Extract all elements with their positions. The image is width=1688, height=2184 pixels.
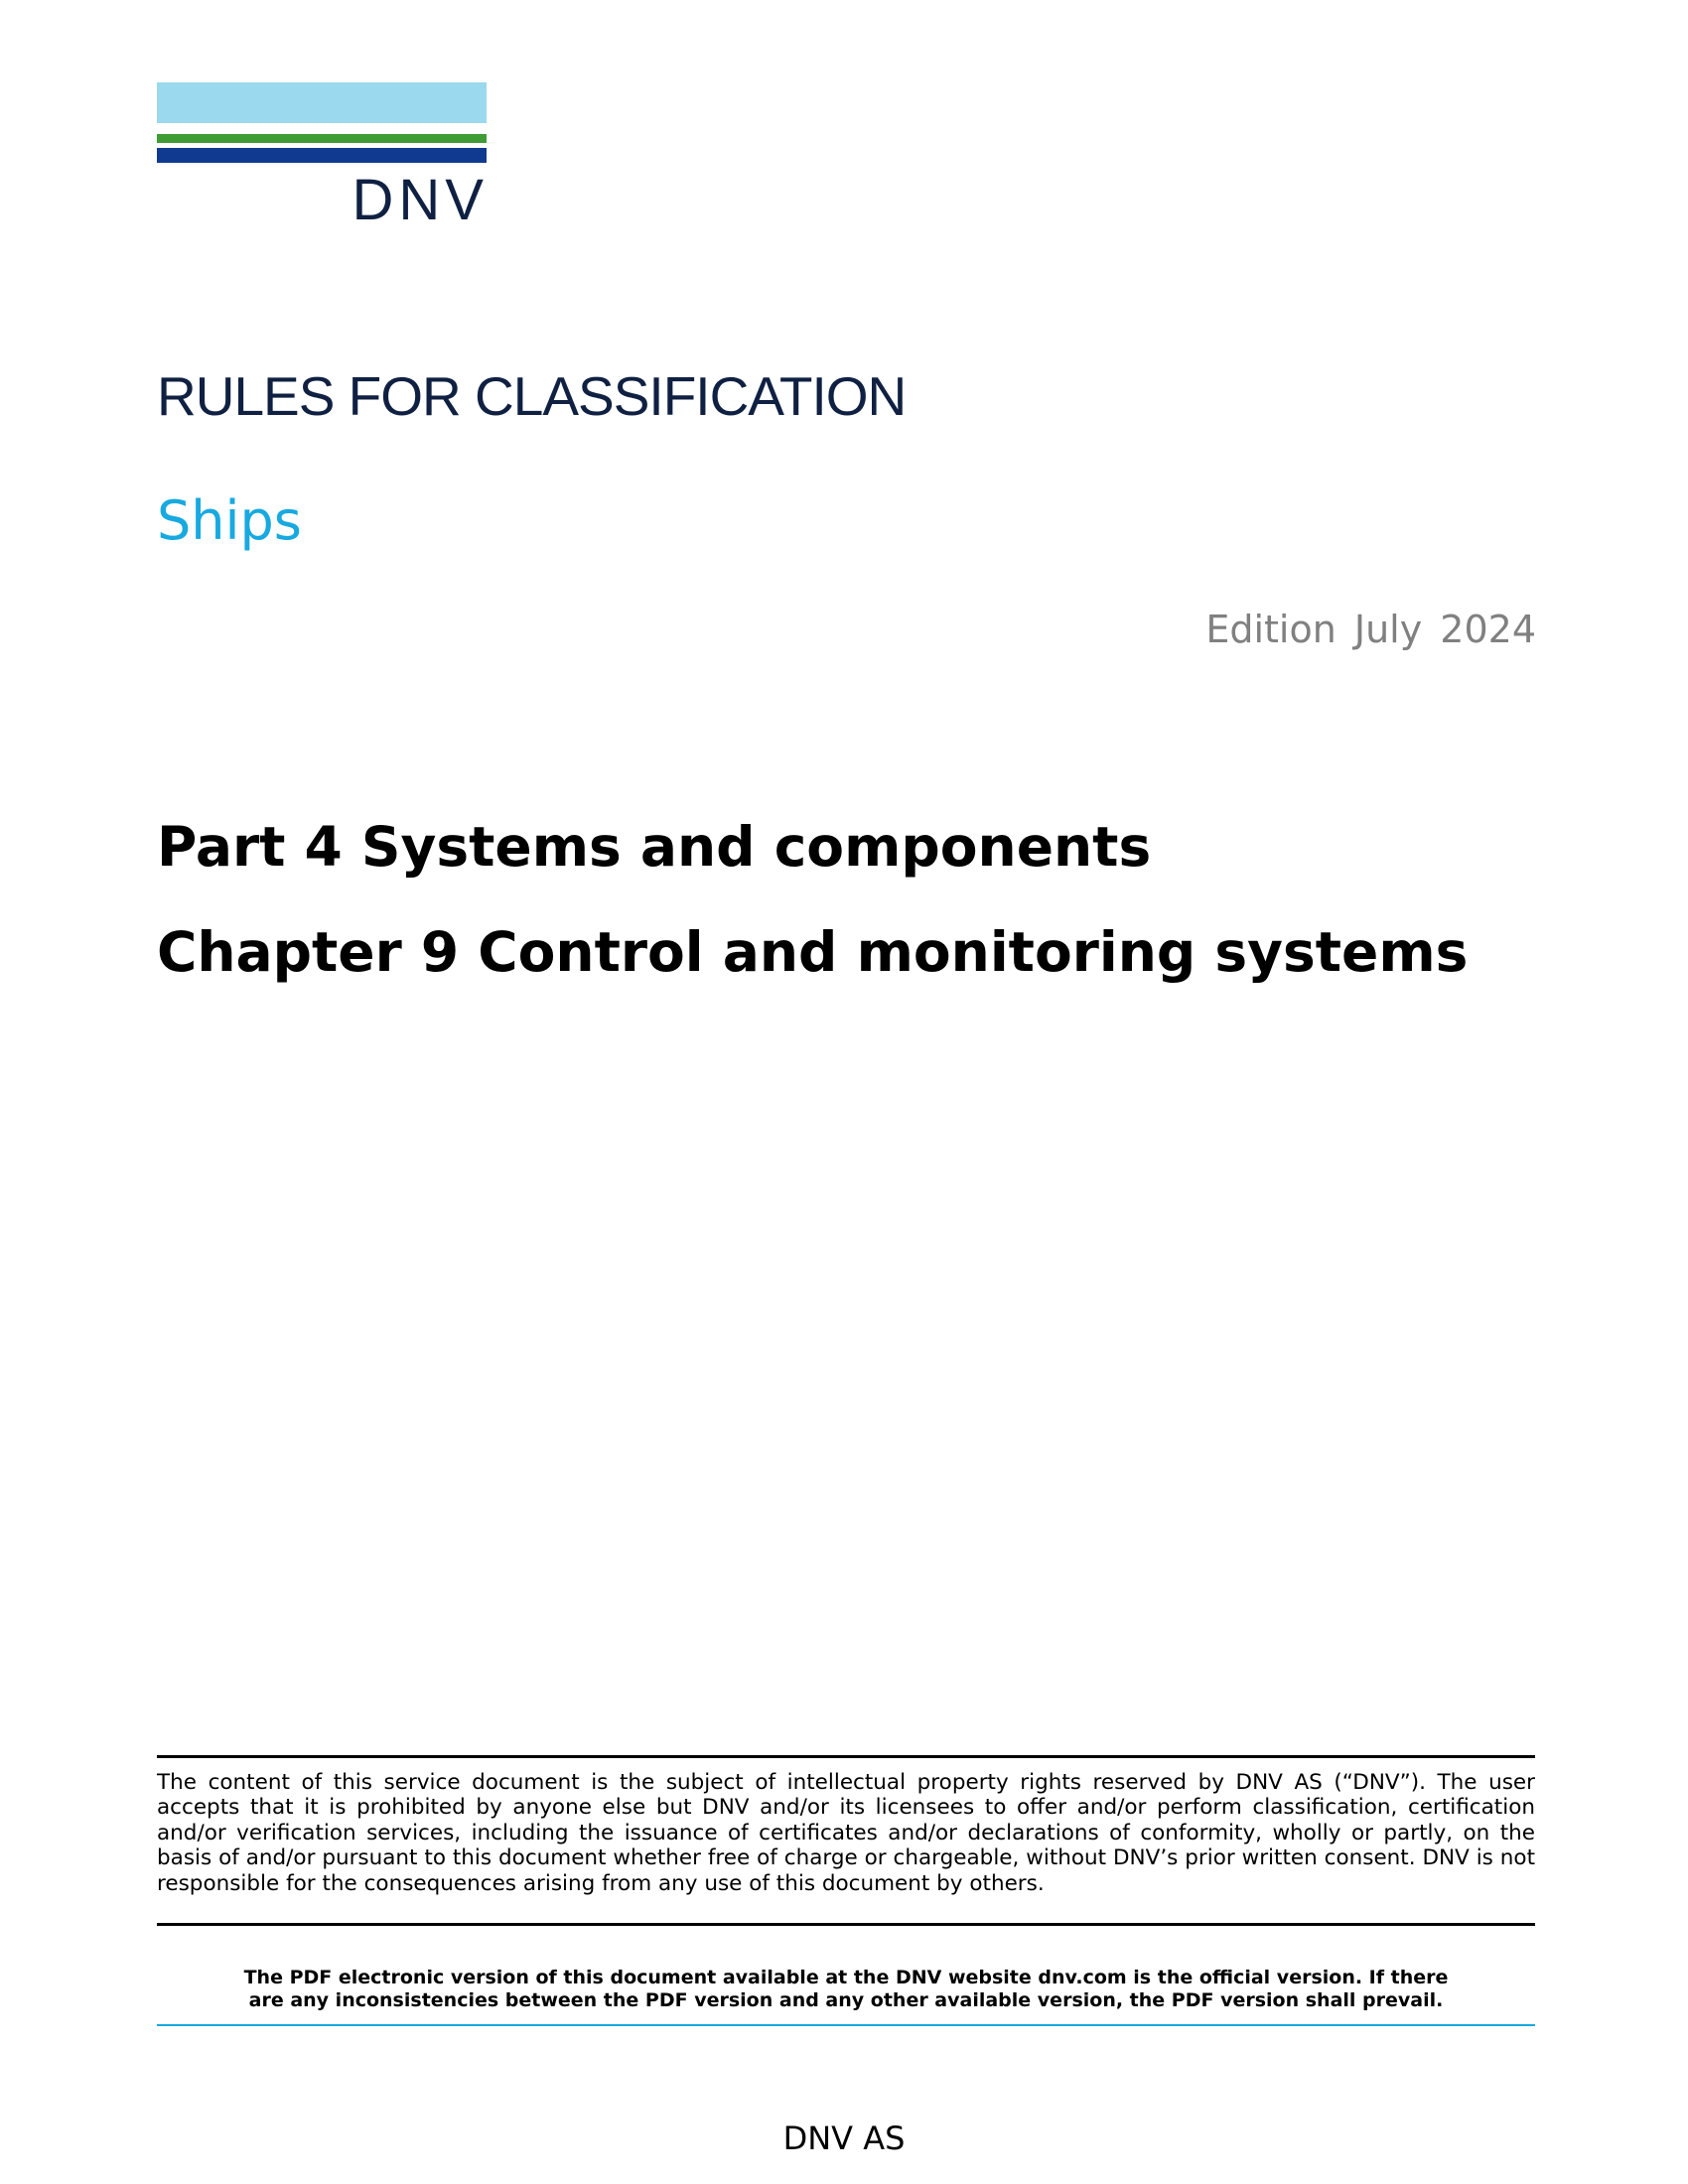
edition-label: Edition July 2024 bbox=[1205, 608, 1536, 651]
logo-band-navy bbox=[157, 148, 487, 163]
chapter-title: Chapter 9 Control and monitoring systems bbox=[157, 920, 1469, 984]
divider-blue bbox=[157, 2024, 1535, 2026]
divider-top bbox=[157, 1755, 1535, 1758]
divider-middle bbox=[157, 1923, 1535, 1926]
logo-band-green bbox=[157, 134, 487, 143]
dnv-logo bbox=[157, 82, 489, 232]
pdf-notice-line-1: The PDF electronic version of this document available at the DNV website dnv.com is the official version. If there bbox=[243, 1967, 1449, 1988]
publisher-name: DNV AS bbox=[782, 2119, 906, 2157]
part-title: Part 4 Systems and components bbox=[157, 815, 1152, 879]
rules-title: RULES FOR CLASSIFICATION bbox=[157, 365, 907, 427]
logo-band-light bbox=[157, 82, 487, 123]
pdf-notice-line-2: are any inconsistencies between the PDF version and any other available version, the PDF version shall prevail. bbox=[248, 1989, 1444, 2011]
pdf-official-notice bbox=[157, 1967, 1535, 2012]
category-title: Ships bbox=[157, 489, 302, 552]
logo-wordmark: DNV bbox=[352, 168, 489, 232]
ip-disclaimer: The content of this service document is the subject of intellectual property rights reserved by DNV AS (“DNV”). The user accepts that it is prohibited by anyone else but DNV and/or its licensees to offer and/or perform classification, certification and/or verification services, including the issuance of certificates and/or declarations of conformity, wholly or partly, on the basis of and/or pursuant to this document whether free of charge or chargeable, without DNV’s prior written consent. DNV is not responsible for the consequences arising from any use of this document by others. bbox=[157, 1770, 1535, 1896]
